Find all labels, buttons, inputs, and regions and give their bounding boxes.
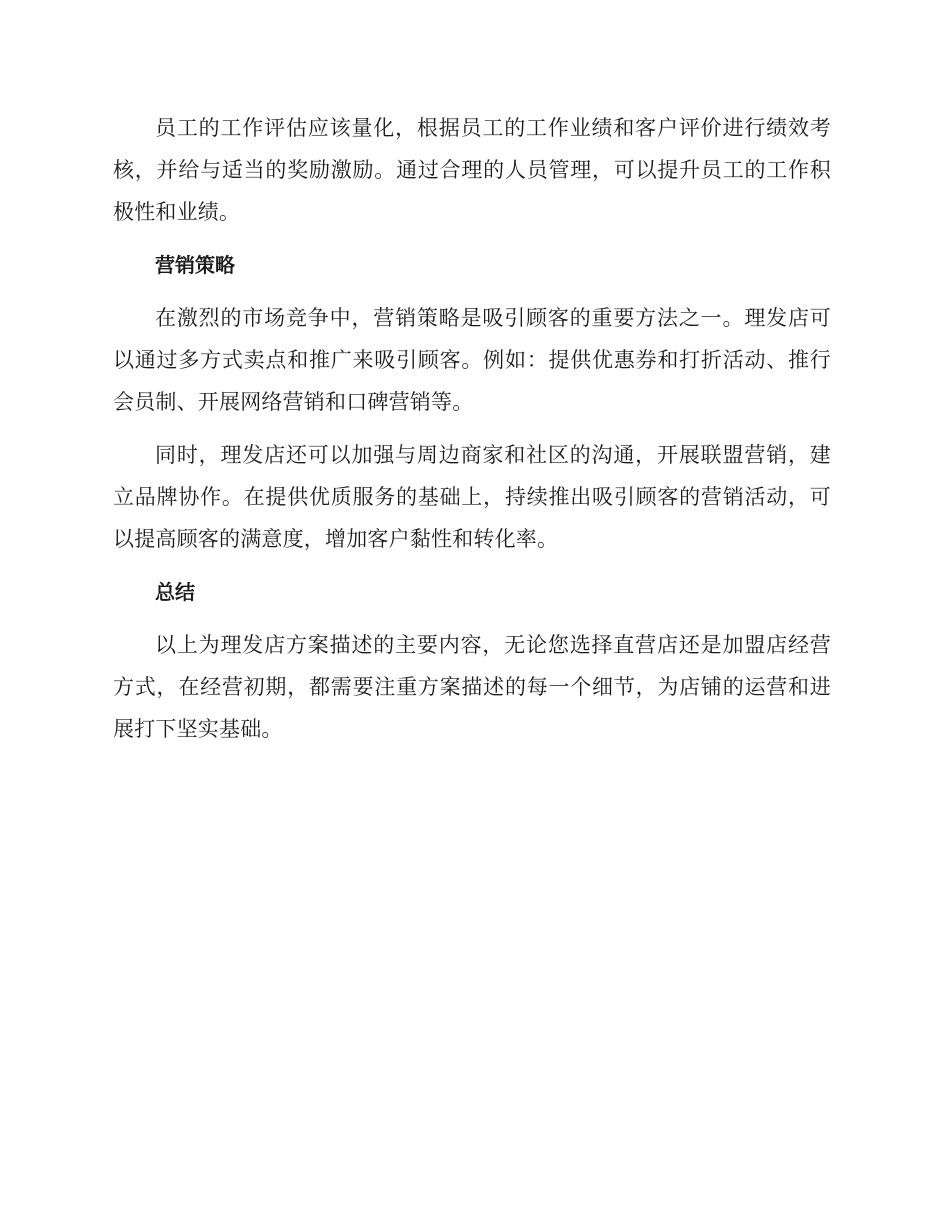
spacer — [113, 233, 831, 244]
section-heading-marketing-strategy: 营销策略 — [155, 253, 235, 277]
spacer — [113, 613, 831, 624]
section-heading-summary: 总结 — [155, 580, 195, 604]
paragraph-alliance-marketing: 同时，理发店还可以加强与周边商家和社区的沟通，开展联盟营销，建立品牌协作。在提供优质服务的基础上，持续推出吸引顾客的营销活动，可以提高顾客的满意度，增加客户黏性和转化率。 — [113, 443, 831, 551]
paragraph-marketing-methods: 在激烈的市场竞争中，营销策略是吸引顾客的重要方法之一。理发店可以通过多方式卖点和推广来吸引顾客。例如：提供优惠券和打折活动、推行会员制、开展网络营销和口碑营销等。 — [113, 306, 831, 414]
paragraph-staff-evaluation: 员工的工作评估应该量化，根据员工的工作业绩和客户评价进行绩效考核，并给与适当的奖励激励。通过合理的人员管理，可以提升员工的工作积极性和业绩。 — [113, 116, 831, 224]
spacer — [113, 423, 831, 434]
spacer — [113, 286, 831, 297]
document-page — [113, 107, 831, 750]
paragraph-summary: 以上为理发店方案描述的主要内容，无论您选择直营店还是加盟店经营方式，在经营初期，都需要注重方案描述的每一个细节，为店铺的运营和进展打下坚实基础。 — [113, 633, 831, 741]
spacer — [113, 560, 831, 571]
